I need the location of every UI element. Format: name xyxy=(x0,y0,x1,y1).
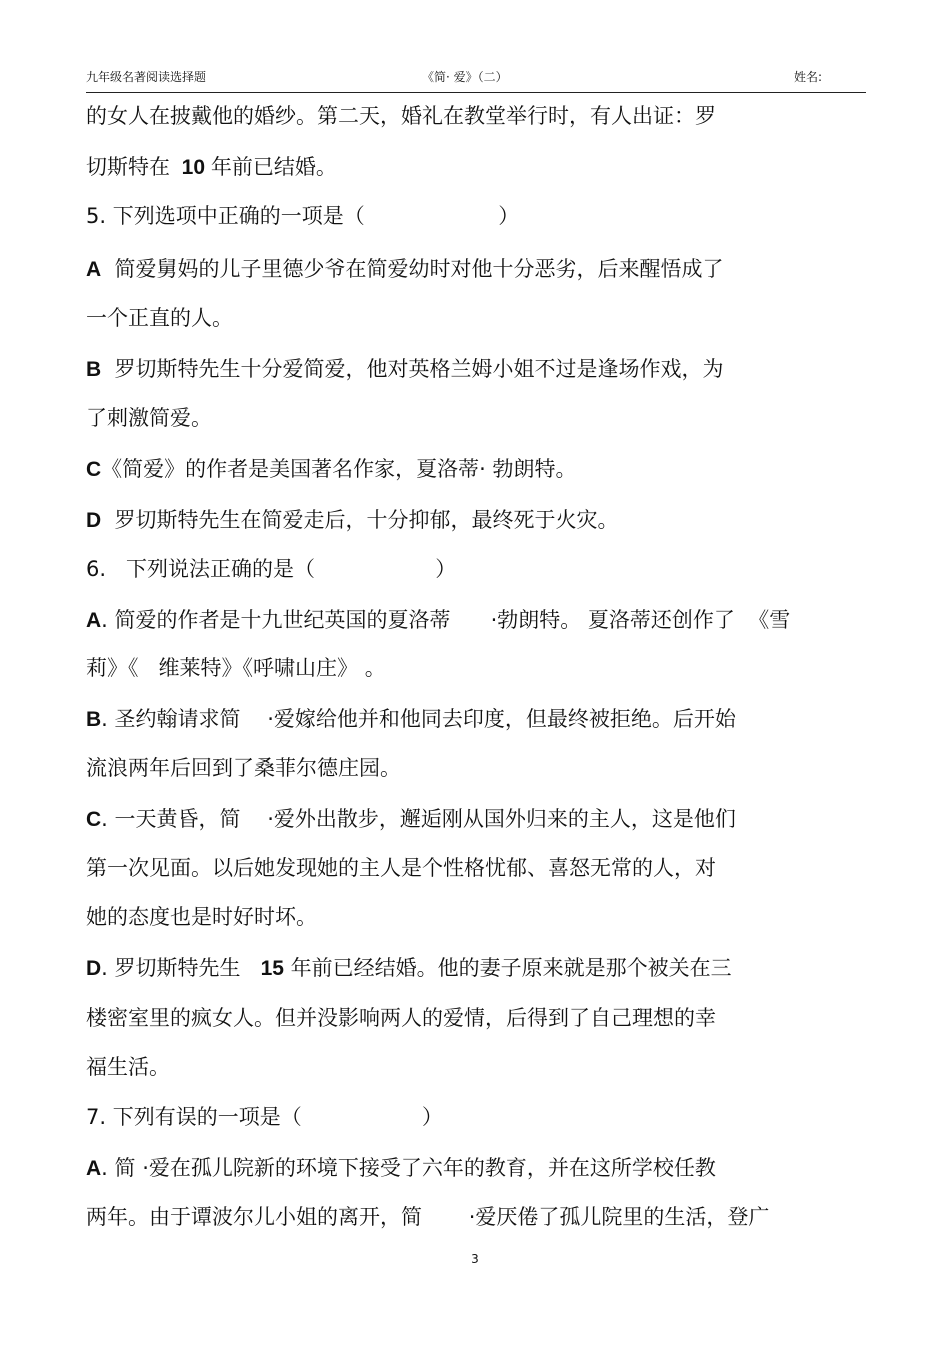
text-line xyxy=(86,455,577,484)
line-text: 流浪两年后回到了桑菲尔德庄园。 xyxy=(86,756,401,780)
text-line xyxy=(86,304,233,332)
line-text: 6. 下列说法正确的是（ ） xyxy=(86,557,457,581)
text-line xyxy=(86,654,386,682)
header-name-field: 姓名: xyxy=(794,70,823,84)
bold-text: 10 xyxy=(170,156,211,179)
line-text: 她的态度也是时好时坏。 xyxy=(86,905,317,929)
text-line xyxy=(86,255,724,284)
line-text: 莉》《 维莱特》《呼啸山庄》 。 xyxy=(86,656,386,680)
text-line xyxy=(86,202,519,230)
text-line xyxy=(86,606,790,635)
bold-text: B xyxy=(86,358,102,381)
text-line xyxy=(86,555,456,583)
text-line xyxy=(86,754,401,782)
line-text: 《简爱》的作者是美国著名作家，夏洛蒂· 勃朗特。 xyxy=(101,457,577,481)
text-line xyxy=(86,1154,716,1183)
line-text: . 罗切斯特先生 xyxy=(101,956,261,980)
bold-text: 15 xyxy=(260,957,284,980)
line-text: 7. 下列有误的一项是（ ） xyxy=(86,1105,443,1129)
header-title: 《简· 爱》（二） xyxy=(422,70,508,84)
header-subject: 九年级名著阅读选择题 xyxy=(86,70,207,84)
line-text: 楼密室里的疯女人。但并没影响两人的爱情，后得到了自己理想的幸 xyxy=(86,1006,716,1030)
line-text: 5. 下列选项中正确的一项是（ ） xyxy=(86,204,520,228)
bold-text: D xyxy=(86,957,102,980)
text-line xyxy=(86,1053,170,1081)
line-text: 年前已结婚。 xyxy=(210,155,337,179)
line-text: 一个正直的人。 xyxy=(86,306,233,330)
bold-text: C xyxy=(86,458,102,481)
line-text: 切斯特在 xyxy=(86,155,170,179)
page-number: 3 xyxy=(471,1252,479,1266)
bold-text: D xyxy=(86,509,102,532)
text-line xyxy=(86,854,716,882)
bold-text: A xyxy=(86,609,102,632)
text-line xyxy=(86,404,212,432)
page-header xyxy=(86,66,866,93)
line-text: 两年。由于谭波尔儿小姐的离开，简 ·爱厌倦了孤儿院里的生活，登广 xyxy=(86,1205,770,1229)
text-line xyxy=(86,506,619,535)
line-text: 第一次见面。以后她发现她的主人是个性格忧郁、喜怒无常的人，对 xyxy=(86,856,716,880)
text-line xyxy=(86,153,337,182)
text-line xyxy=(86,102,716,130)
line-text: 简爱舅妈的儿子里德少爷在简爱幼时对他十分恶劣，后来醒悟成了 xyxy=(101,257,724,281)
line-text: 福生活。 xyxy=(86,1055,170,1079)
text-line xyxy=(86,1004,716,1032)
line-text: 罗切斯特先生在简爱走后，十分抑郁，最终死于火灾。 xyxy=(101,508,619,532)
text-line xyxy=(86,705,736,734)
text-line xyxy=(86,805,736,834)
bold-text: A xyxy=(86,258,102,281)
text-line xyxy=(86,954,732,983)
bold-text: B xyxy=(86,708,102,731)
line-text: 的女人在披戴他的婚纱。第二天，婚礼在教堂举行时，有人出证：罗 xyxy=(86,104,716,128)
bold-text: C xyxy=(86,808,102,831)
line-text: . 简爱的作者是十九世纪英国的夏洛蒂 ·勃朗特。 夏洛蒂还创作了 《雪 xyxy=(101,608,791,632)
text-line xyxy=(86,1203,769,1231)
line-text: . 圣约翰请求简 ·爱嫁给他并和他同去印度，但最终被拒绝。后开始 xyxy=(101,707,736,731)
line-text: 了刺激简爱。 xyxy=(86,406,212,430)
text-line xyxy=(86,355,724,384)
bold-text: A xyxy=(86,1157,102,1180)
text-line xyxy=(86,903,317,931)
line-text: . 一天黄昏，简 ·爱外出散步，邂逅刚从国外归来的主人，这是他们 xyxy=(101,807,736,831)
line-text: 罗切斯特先生十分爱简爱，他对英格兰姆小姐不过是逢场作戏，为 xyxy=(101,357,724,381)
line-text: . 简 ·爱在孤儿院新的环境下接受了六年的教育，并在这所学校任教 xyxy=(101,1156,716,1180)
line-text: 年前已经结婚。他的妻子原来就是那个被关在三 xyxy=(283,956,732,980)
text-line xyxy=(86,1103,443,1131)
